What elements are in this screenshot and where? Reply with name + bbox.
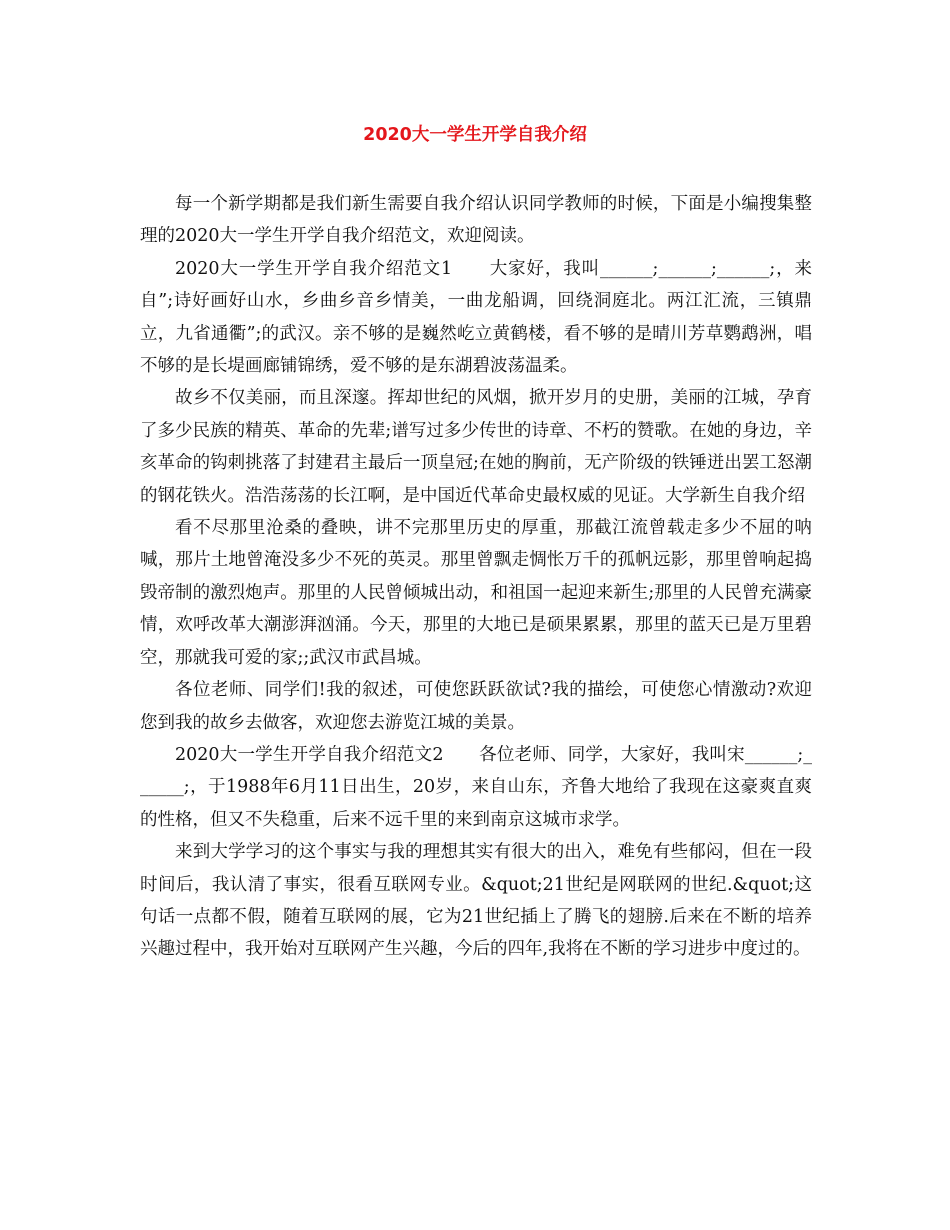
paragraph: 2020大一学生开学自我介绍范文1 大家好，我叫______;______;______;，来自”;诗好画好山水，乡曲乡音乡情美，一曲龙船调，回绕洞庭北。两江汇流，三镇鼎立，九省通衢”;的武汉。亲不够的是巍然屹立黄鹤楼，看不够的是晴川芳草鹦鹉洲，唱不够的是长堤画廊铺锦绣，爱不够的是东湖碧波荡温柔。 xyxy=(140,258,812,377)
paragraph: 来到大学学习的这个事实与我的理想其实有很大的出入，难免有些郁闷，但在一段时间后，我认清了事实，很看互联网专业。&quot;21世纪是网联网的世纪.&quot;这句话一点都不假，随着互联网的展，它为21世纪插上了腾飞的翅膀.后来在不断的培养兴趣过程中，我开始对互联网产生兴趣，今后的四年,我将在不断的学习进步中度过的。 xyxy=(140,842,812,960)
document-title: 2020大一学生开学自我介绍 xyxy=(363,125,587,145)
paragraph: 看不尽那里沧桑的叠映，讲不完那里历史的厚重，那截江流曾载走多少不屈的呐喊，那片土地曾淹没多少不死的英灵。那里曾飘走惆怅万千的孤帆远影，那里曾响起捣毁帝制的激烈炮声。那里的人民曾倾城出动，和祖国一起迎来新生;那里的人民曾充满豪情，欢呼改革大潮澎湃汹涌。今天，那里的大地已是硕果累累，那里的蓝天已是万里碧空，那就我可爱的家;;武汉市武昌城。 xyxy=(140,518,812,668)
paragraph: 2020大一学生开学自我介绍范文2 各位老师、同学，大家好，我叫宋______;______;，于1988年6月11日出生，20岁，来自山东，齐鲁大地给了我现在这豪爽直爽的性格，但又不失稳重，后来不远千里的来到南京这城市求学。 xyxy=(140,744,812,830)
paragraph: 各位老师、同学们!我的叙述，可使您跃跃欲试?我的描绘，可使您心情激动?欢迎您到我的故乡去做客，欢迎您去游览江城的美景。 xyxy=(140,680,812,733)
paragraph: 每一个新学期都是我们新生需要自我介绍认识同学教师的时候，下面是小编搜集整理的2020大一学生开学自我介绍范文，欢迎阅读。 xyxy=(140,194,812,247)
paragraph: 故乡不仅美丽，而且深邃。挥却世纪的风烟，掀开岁月的史册，美丽的江城，孕育了多少民族的精英、革命的先辈;谱写过多少传世的诗章、不朽的赞歌。在她的身边，辛亥革命的钩刺挑落了封建君主最后一顶皇冠;在她的胸前，无产阶级的铁锤迸出罢工怒潮的钢花铁火。浩浩荡荡的长江啊，是中国近代革命史最权威的见证。大学新生自我介绍 xyxy=(140,388,812,506)
document-body xyxy=(140,188,812,966)
